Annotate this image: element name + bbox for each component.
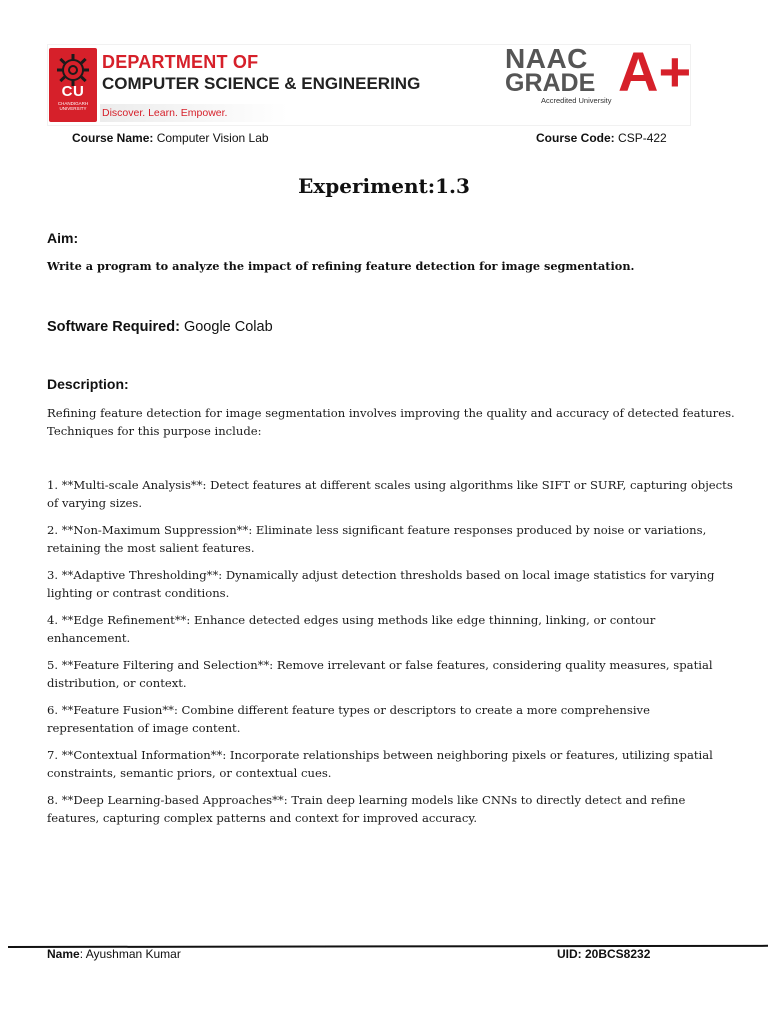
list-item: 5. **Feature Filtering and Selection**: Remove irrelevant or false features, considering quality measures, spatial distribution, or context. — [47, 658, 713, 690]
aim-heading: Aim: — [47, 230, 79, 246]
accredited-label: Accredited University — [541, 96, 612, 105]
list-item: 3. **Adaptive Thresholding**: Dynamically adjust detection thresholds based on local image statistics for varying lighting or contrast conditions. — [47, 568, 715, 600]
gear-emblem-icon — [56, 53, 90, 87]
list-item: 7. **Contextual Information**: Incorporate relationships between neighboring pixels or features, utilizing spatial constraints, semantic priors, or contextual cues. — [47, 748, 713, 780]
list-item: 6. **Feature Fusion**: Combine different feature types or descriptors to create a more comprehensive representation of image content. — [47, 703, 650, 735]
department-title-line1: DEPARTMENT OF — [102, 52, 259, 72]
course-name-label: Course Name: — [72, 131, 154, 145]
course-code — [536, 131, 667, 145]
description-heading: Description: — [47, 376, 129, 392]
grade-value: A+ — [618, 40, 692, 103]
footer-name — [47, 947, 181, 961]
list-item: 1. **Multi-scale Analysis**: Detect features at different scales using algorithms like SIFT or SURF, capturing objects of varying sizes. — [47, 478, 733, 510]
footer-name-label: Name — [47, 947, 80, 961]
footer-uid-value: UID: 20BCS8232 — [557, 947, 651, 961]
course-code-value: CSP-422 — [618, 131, 667, 145]
course-code-label: Course Code: — [536, 131, 615, 145]
description-intro: Refining feature detection for image segmentation involves improving the quality and accuracy of detected features. Techniques for this purpose include: — [47, 406, 735, 438]
aim-text: Write a program to analyze the impact of refining feature detection for image segmentation. — [47, 259, 635, 273]
list-item: 2. **Non-Maximum Suppression**: Eliminate less significant feature responses produced by noise or variations, retaining the most salient features. — [47, 523, 707, 555]
list-item: 8. **Deep Learning-based Approaches**: Train deep learning models like CNNs to directly detect and refine features, capturing complex patterns and context for improved accuracy. — [47, 793, 686, 825]
logo-subtitle: CHANDIGARH UNIVERSITY — [57, 101, 89, 111]
experiment-title: Experiment:1.3 — [298, 174, 470, 198]
footer-uid — [557, 947, 650, 961]
department-title-line2: COMPUTER SCIENCE & ENGINEERING — [102, 74, 421, 93]
tagline: Discover. Learn. Empower. — [102, 107, 228, 119]
course-name-value: Computer Vision Lab — [156, 131, 269, 145]
software-label: Software Required: — [47, 319, 180, 335]
footer-name-value: : Ayushman Kumar — [79, 947, 181, 961]
grade-label: GRADE — [505, 69, 596, 97]
software-value: Google Colab — [183, 319, 273, 335]
naac-label: NAAC — [505, 43, 588, 74]
logo-cu-text: CU — [61, 83, 85, 100]
list-item: 4. **Edge Refinement**: Enhance detected edges using methods like edge thinning, linking, or contour enhancement. — [47, 613, 656, 645]
course-name — [72, 131, 269, 145]
software-required — [47, 319, 273, 335]
